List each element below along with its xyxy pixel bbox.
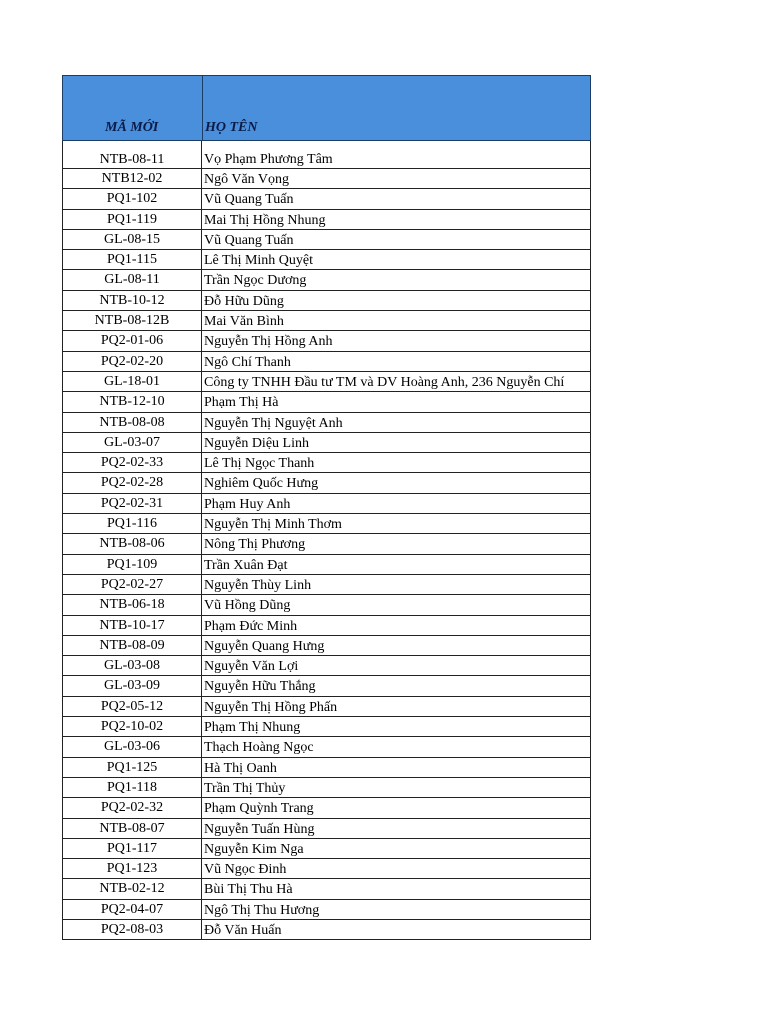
table-row [62, 636, 591, 656]
code-cell[interactable]: PQ1-109 [63, 555, 202, 574]
code-cell[interactable]: PQ2-01-06 [63, 331, 202, 350]
table-row [62, 372, 591, 392]
table-row [62, 717, 591, 737]
name-cell[interactable]: Nguyễn Thùy Linh [204, 577, 312, 593]
code-cell[interactable]: NTB-02-12 [63, 879, 202, 898]
table-row [62, 230, 591, 250]
name-cell[interactable]: Nông Thị Phương [204, 537, 306, 553]
name-cell[interactable]: Mai Văn Bình [204, 314, 284, 330]
name-cell[interactable]: Ngô Văn Vọng [204, 172, 290, 187]
table-row [62, 433, 591, 453]
table-row [62, 900, 591, 920]
name-cell[interactable]: Phạm Đức Minh [204, 618, 298, 634]
table-row [62, 737, 591, 757]
code-cell[interactable]: GL-08-11 [63, 270, 202, 289]
table-row [62, 676, 591, 696]
name-cell[interactable]: Nguyễn Thị Hồng Phấn [204, 699, 338, 715]
table-row [62, 250, 591, 270]
code-cell[interactable]: NTB-08-09 [63, 636, 202, 655]
name-cell[interactable]: Nghiêm Quốc Hưng [204, 476, 319, 492]
name-cell[interactable]: Mai Thị Hồng Nhung [204, 212, 326, 228]
name-cell[interactable]: Vũ Quang Tuấn [204, 232, 294, 248]
name-cell[interactable]: Phạm Thị Hà [204, 395, 279, 411]
name-cell[interactable]: Nguyễn Quang Hưng [204, 638, 325, 654]
code-cell[interactable]: NTB-12-10 [63, 392, 202, 411]
code-cell[interactable]: GL-03-07 [63, 433, 202, 452]
code-cell[interactable]: PQ1-123 [63, 859, 202, 878]
code-cell[interactable]: NTB-08-07 [63, 819, 202, 838]
name-cell[interactable]: Nguyễn Thị Hồng Anh [204, 334, 333, 350]
name-cell[interactable]: Nguyễn Diệu Linh [204, 435, 309, 451]
table-row [62, 311, 591, 331]
table-row [62, 413, 591, 433]
header-cell-name[interactable] [203, 76, 590, 140]
code-cell[interactable]: GL-03-09 [63, 676, 202, 695]
name-cell[interactable]: Trần Xuân Đạt [204, 557, 288, 573]
table-row [62, 778, 591, 798]
name-cell[interactable]: Nguyễn Thị Nguyệt Anh [204, 415, 343, 431]
code-cell[interactable]: NTB-08-12B [63, 311, 202, 330]
table-row [62, 141, 591, 169]
code-cell[interactable]: GL-08-15 [63, 230, 202, 249]
name-cell[interactable]: Ngô Thị Thu Hương [204, 902, 320, 918]
header-code-label: MÃ MỚI [105, 120, 159, 135]
name-cell[interactable]: Vũ Quang Tuấn [204, 192, 294, 208]
table-row [62, 331, 591, 351]
code-cell[interactable]: PQ2-05-12 [63, 697, 202, 716]
code-cell[interactable]: GL-03-06 [63, 737, 202, 756]
code-cell[interactable]: PQ2-02-27 [63, 575, 202, 594]
code-cell[interactable]: PQ1-117 [63, 839, 202, 858]
table-row [62, 798, 591, 818]
table-row [62, 920, 591, 940]
code-cell[interactable]: NTB-10-12 [63, 291, 202, 310]
table-row [62, 270, 591, 290]
name-cell[interactable]: Phạm Thị Nhung [204, 720, 301, 736]
table-row [62, 210, 591, 230]
table-row [62, 616, 591, 636]
name-cell[interactable]: Nguyễn Tuấn Hùng [204, 821, 315, 837]
code-cell[interactable]: PQ2-10-02 [63, 717, 202, 736]
name-cell[interactable]: Công ty TNHH Đầu tư TM và DV Hoàng Anh, 236 Nguyễn Chí [204, 374, 565, 390]
code-cell[interactable]: PQ2-02-31 [63, 494, 202, 513]
table-row [62, 555, 591, 575]
code-cell[interactable]: PQ2-02-32 [63, 798, 202, 817]
table-header [62, 75, 591, 141]
name-cell[interactable]: Hà Thị Oanh [204, 760, 277, 776]
code-cell[interactable]: PQ1-118 [63, 778, 202, 797]
name-cell[interactable]: Trần Thị Thủy [204, 780, 286, 796]
table-row [62, 494, 591, 514]
table-row [62, 879, 591, 899]
code-cell[interactable]: PQ1-115 [63, 250, 202, 269]
code-cell[interactable]: PQ2-02-33 [63, 453, 202, 472]
code-cell[interactable]: PQ2-08-03 [63, 920, 202, 939]
name-cell[interactable]: Phạm Huy Anh [204, 496, 291, 512]
code-cell[interactable]: PQ2-02-20 [63, 352, 202, 371]
table-row [62, 656, 591, 676]
name-cell[interactable]: Đỗ Văn Huấn [204, 922, 282, 938]
name-cell[interactable]: Nguyễn Thị Minh Thơm [204, 517, 342, 533]
code-cell[interactable]: NTB12-02 [63, 169, 202, 188]
name-cell[interactable]: Bùi Thị Thu Hà [204, 882, 293, 898]
table-row [62, 859, 591, 879]
code-cell[interactable]: PQ1-102 [63, 189, 202, 208]
code-cell[interactable]: NTB-08-06 [63, 534, 202, 553]
header-cell-code[interactable] [63, 76, 203, 140]
table-row [62, 473, 591, 493]
code-cell[interactable]: NTB-08-11 [63, 141, 202, 168]
table-row [62, 758, 591, 778]
name-cell[interactable]: Vọ Phạm Phương Tâm [204, 152, 333, 167]
table-row [62, 575, 591, 595]
table-row [62, 392, 591, 412]
name-cell[interactable]: Vũ Ngọc Đinh [204, 862, 287, 878]
code-cell[interactable]: PQ1-125 [63, 758, 202, 777]
code-cell[interactable]: PQ2-04-07 [63, 900, 202, 919]
table-row [62, 839, 591, 859]
name-cell[interactable]: Nguyễn Văn Lợi [204, 659, 299, 675]
code-cell[interactable]: NTB-06-18 [63, 595, 202, 614]
name-cell[interactable]: Thạch Hoàng Ngọc [204, 740, 314, 756]
table-row [62, 352, 591, 372]
code-cell[interactable]: NTB-08-08 [63, 413, 202, 432]
table-row [62, 189, 591, 209]
table-body [62, 141, 591, 940]
table-row [62, 453, 591, 473]
table-row [62, 697, 591, 717]
header-name-label: HỌ TÊN [205, 120, 258, 135]
table-row [62, 534, 591, 554]
table-row [62, 291, 591, 311]
table-row [62, 514, 591, 534]
name-cell[interactable]: Trần Ngọc Dương [204, 273, 307, 289]
code-cell[interactable]: GL-18-01 [63, 372, 202, 391]
employee-table [62, 75, 591, 940]
name-cell[interactable]: Lê Thị Minh Quyệt [204, 253, 314, 269]
code-cell[interactable]: NTB-10-17 [63, 616, 202, 635]
name-cell[interactable]: Nguyễn Hữu Thắng [204, 679, 316, 695]
table-row [62, 595, 591, 615]
name-cell[interactable]: Ngô Chí Thanh [204, 354, 291, 370]
code-cell[interactable]: GL-03-08 [63, 656, 202, 675]
code-cell[interactable]: PQ1-116 [63, 514, 202, 533]
code-cell[interactable]: PQ2-02-28 [63, 473, 202, 492]
table-row [62, 819, 591, 839]
name-cell[interactable]: Nguyễn Kim Nga [204, 841, 304, 857]
name-cell[interactable]: Lê Thị Ngọc Thanh [204, 456, 315, 472]
name-cell[interactable]: Phạm Quỳnh Trang [204, 801, 314, 817]
code-cell[interactable]: PQ1-119 [63, 210, 202, 229]
name-cell[interactable]: Đỗ Hữu Dũng [204, 293, 284, 309]
name-cell[interactable]: Vũ Hồng Dũng [204, 598, 291, 614]
table-row [62, 169, 591, 189]
